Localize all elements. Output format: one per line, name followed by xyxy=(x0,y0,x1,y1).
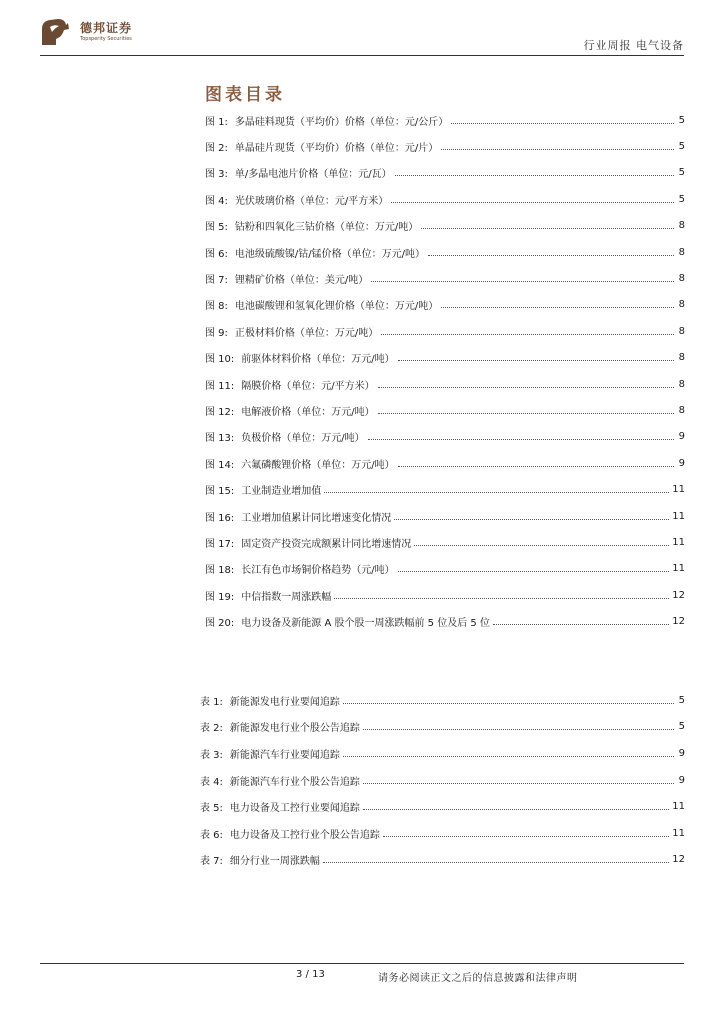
dot-leader xyxy=(441,149,674,150)
figure-entry[interactable] xyxy=(205,476,685,502)
figure-number: 图 13: xyxy=(205,433,235,445)
figure-entry[interactable] xyxy=(205,608,685,634)
figure-entry[interactable] xyxy=(205,345,685,371)
table-entry-label xyxy=(200,719,360,734)
figure-entry-label xyxy=(205,456,395,471)
table-entry[interactable] xyxy=(200,740,685,767)
figure-page-number: 11 xyxy=(672,484,685,496)
table-page-number: 12 xyxy=(672,854,685,866)
figure-number: 图 6: xyxy=(205,248,228,260)
table-caption: 新能源汽车行业要闻追踪 xyxy=(229,749,340,761)
figure-caption: 前驱体材料价格（单位：万元/吨） xyxy=(241,354,395,366)
figure-entry-label xyxy=(205,403,375,418)
dot-leader xyxy=(363,809,669,810)
figure-number: 图 4: xyxy=(205,195,228,207)
dot-leader xyxy=(394,519,669,520)
dot-leader xyxy=(451,123,674,124)
table-caption: 新能源发电行业要闻追踪 xyxy=(229,696,340,708)
figure-number: 图 7: xyxy=(205,275,228,287)
dot-leader xyxy=(371,281,674,282)
disclaimer-note: 请务必阅读正文之后的信息披露和法律声明 xyxy=(378,973,578,984)
table-entry-label xyxy=(200,693,340,708)
figure-list xyxy=(205,107,685,635)
brand-logo-icon xyxy=(38,15,72,49)
figure-number: 图 1: xyxy=(205,116,228,128)
figure-page-number: 8 xyxy=(678,220,685,232)
figure-caption: 中信指数一周涨跌幅 xyxy=(241,591,332,603)
figure-number: 图 20: xyxy=(205,618,235,630)
figure-page-number: 8 xyxy=(678,352,685,364)
figure-entry-label xyxy=(205,113,448,128)
figure-number: 图 5: xyxy=(205,222,228,234)
dot-leader xyxy=(441,307,674,308)
footer-divider xyxy=(40,963,684,964)
figure-page-number: 8 xyxy=(678,378,685,390)
dot-leader xyxy=(368,439,674,440)
dot-leader xyxy=(334,598,669,599)
dot-leader xyxy=(381,334,674,335)
figure-entry[interactable] xyxy=(205,424,685,450)
figure-caption: 电力设备及新能源 A 股个股一周涨跌幅前 5 位及后 5 位 xyxy=(241,618,490,630)
figure-number: 图 11: xyxy=(205,380,235,392)
table-list xyxy=(200,687,685,873)
table-caption: 电力设备及工控行业个股公告追踪 xyxy=(229,829,380,841)
dot-leader xyxy=(398,360,674,361)
figure-entry-label xyxy=(205,535,411,550)
table-page-number: 11 xyxy=(672,827,685,839)
figure-caption: 锂精矿价格（单位：美元/吨） xyxy=(234,275,369,287)
header-divider xyxy=(40,55,684,56)
figure-entry-label xyxy=(205,377,375,392)
report-category: 行业周报 电气设备 xyxy=(583,39,684,52)
figure-entry[interactable] xyxy=(205,529,685,555)
dot-leader xyxy=(324,492,669,493)
table-page-number: 9 xyxy=(678,747,685,759)
dot-leader xyxy=(343,756,674,757)
figure-entry-label xyxy=(205,324,378,339)
figure-entry[interactable] xyxy=(205,239,685,265)
table-entry[interactable] xyxy=(200,793,685,820)
figure-caption: 六氟磷酸锂价格（单位：万元/吨） xyxy=(241,459,395,471)
figure-page-number: 5 xyxy=(678,193,685,205)
figure-caption: 负极价格（单位：万元/吨） xyxy=(241,433,365,445)
figure-caption: 电解液价格（单位：万元/吨） xyxy=(241,406,375,418)
figure-entry[interactable] xyxy=(205,213,685,239)
figure-caption: 长江有色市场铜价格趋势（元/吨） xyxy=(241,565,395,577)
figure-number: 图 14: xyxy=(205,459,235,471)
dot-leader xyxy=(414,545,669,546)
figure-caption: 光伏玻璃价格（单位：元/平方米） xyxy=(234,195,389,207)
figure-caption: 单/多晶电池片价格（单位：元/瓦） xyxy=(234,169,392,181)
table-page-number: 11 xyxy=(672,801,685,813)
figure-page-number: 9 xyxy=(678,431,685,443)
figure-entry-label xyxy=(205,271,368,286)
table-entry-label xyxy=(200,799,360,814)
table-entry-label xyxy=(200,773,360,788)
brand-name: 德邦证券 xyxy=(80,21,133,35)
table-number: 表 4: xyxy=(200,776,223,788)
table-number: 表 1: xyxy=(200,696,223,708)
figure-entry-label xyxy=(205,509,391,524)
dot-leader xyxy=(398,571,670,572)
figure-caption: 多晶硅料现货（平均价）价格（单位：元/公斤） xyxy=(234,116,449,128)
toc-title: 图表目录 xyxy=(205,85,285,105)
figure-entry-label xyxy=(205,245,425,260)
table-entry-label xyxy=(200,852,320,867)
figure-caption: 钴粉和四氧化三钴价格（单位：万元/吨） xyxy=(234,222,419,234)
figure-entry-label xyxy=(205,192,388,207)
dot-leader xyxy=(421,228,674,229)
table-number: 表 3: xyxy=(200,749,223,761)
figure-entry-label xyxy=(205,139,438,154)
figure-entry-label xyxy=(205,429,365,444)
figure-number: 图 3: xyxy=(205,169,228,181)
figure-entry-label xyxy=(205,350,395,365)
figure-entry[interactable] xyxy=(205,318,685,344)
dot-leader xyxy=(378,413,674,414)
figure-page-number: 5 xyxy=(678,167,685,179)
figure-number: 图 10: xyxy=(205,354,235,366)
figure-entry[interactable] xyxy=(205,160,685,186)
dot-leader xyxy=(391,202,674,203)
dot-leader xyxy=(395,175,674,176)
dot-leader xyxy=(493,624,669,625)
table-caption: 新能源发电行业个股公告追踪 xyxy=(229,723,360,735)
dot-leader xyxy=(363,783,674,784)
figure-caption: 单晶硅片现货（平均价）价格（单位：元/片） xyxy=(234,143,439,155)
figure-number: 图 19: xyxy=(205,591,235,603)
table-entry[interactable] xyxy=(200,820,685,847)
figure-number: 图 8: xyxy=(205,301,228,313)
table-page-number: 5 xyxy=(678,694,685,706)
figure-entry[interactable] xyxy=(205,371,685,397)
figure-number: 图 16: xyxy=(205,512,235,524)
table-number: 表 6: xyxy=(200,829,223,841)
figure-page-number: 8 xyxy=(678,246,685,258)
table-number: 表 5: xyxy=(200,803,223,815)
figure-entry[interactable] xyxy=(205,556,685,582)
figure-entry[interactable] xyxy=(205,582,685,608)
table-number: 表 7: xyxy=(200,856,223,868)
figure-number: 图 9: xyxy=(205,327,228,339)
figure-entry[interactable] xyxy=(205,186,685,212)
figure-page-number: 11 xyxy=(672,510,685,522)
figure-entry[interactable] xyxy=(205,450,685,476)
figure-caption: 电池级硫酸镍/钴/锰价格（单位：万元/吨） xyxy=(234,248,426,260)
table-entry-label xyxy=(200,826,380,841)
figure-entry[interactable] xyxy=(205,397,685,423)
figure-entry[interactable] xyxy=(205,503,685,529)
table-entry[interactable] xyxy=(200,767,685,794)
figure-page-number: 12 xyxy=(672,616,685,628)
figure-page-number: 11 xyxy=(672,536,685,548)
figure-caption: 电池碳酸锂和氢氧化锂价格（单位：万元/吨） xyxy=(234,301,439,313)
figure-entry-label xyxy=(205,297,438,312)
figure-page-number: 12 xyxy=(672,589,685,601)
figure-page-number: 5 xyxy=(678,141,685,153)
dot-leader xyxy=(343,703,674,704)
figure-page-number: 8 xyxy=(678,273,685,285)
figure-entry[interactable] xyxy=(205,265,685,291)
figure-page-number: 5 xyxy=(678,114,685,126)
dot-leader xyxy=(323,862,669,863)
figure-page-number: 8 xyxy=(678,299,685,311)
figure-entry-label xyxy=(205,218,418,233)
table-page-number: 5 xyxy=(678,721,685,733)
figure-caption: 工业制造业增加值 xyxy=(241,486,322,498)
figure-caption: 正极材料价格（单位：万元/吨） xyxy=(234,327,379,339)
figure-number: 图 18: xyxy=(205,565,235,577)
figure-entry-label xyxy=(205,588,331,603)
table-caption: 电力设备及工控行业要闻追踪 xyxy=(229,803,360,815)
figure-entry-label xyxy=(205,482,321,497)
table-entry[interactable] xyxy=(200,687,685,714)
figure-entry-label xyxy=(205,561,395,576)
dot-leader xyxy=(363,729,674,730)
figure-caption: 隔膜价格（单位：元/平方米） xyxy=(241,380,375,392)
table-entry-label xyxy=(200,746,340,761)
dot-leader xyxy=(428,255,674,256)
brand-logo xyxy=(38,15,198,49)
figure-number: 图 17: xyxy=(205,538,235,550)
figure-page-number: 8 xyxy=(678,325,685,337)
figure-page-number: 11 xyxy=(672,563,685,575)
figure-entry[interactable] xyxy=(205,133,685,159)
figure-entry-label xyxy=(205,614,490,629)
figure-page-number: 9 xyxy=(678,457,685,469)
figure-caption: 固定资产投资完成额累计同比增速情况 xyxy=(241,538,412,550)
table-caption: 细分行业一周涨跌幅 xyxy=(229,856,320,868)
figure-entry[interactable] xyxy=(205,292,685,318)
figure-entry-label xyxy=(205,165,392,180)
dot-leader xyxy=(398,466,674,467)
table-caption: 新能源汽车行业个股公告追踪 xyxy=(229,776,360,788)
figure-number: 图 2: xyxy=(205,143,228,155)
figure-caption: 工业增加值累计同比增速变化情况 xyxy=(241,512,392,524)
figure-number: 图 12: xyxy=(205,406,235,418)
figure-entry[interactable] xyxy=(205,107,685,133)
figure-page-number: 8 xyxy=(678,404,685,416)
table-number: 表 2: xyxy=(200,723,223,735)
brand-name-en: Topsperity Securities xyxy=(80,36,132,42)
dot-leader xyxy=(378,387,674,388)
table-entry[interactable] xyxy=(200,847,685,874)
table-entry[interactable] xyxy=(200,714,685,741)
page-number: 3 / 13 xyxy=(296,969,325,980)
figure-number: 图 15: xyxy=(205,486,235,498)
dot-leader xyxy=(383,836,669,837)
table-page-number: 9 xyxy=(678,774,685,786)
